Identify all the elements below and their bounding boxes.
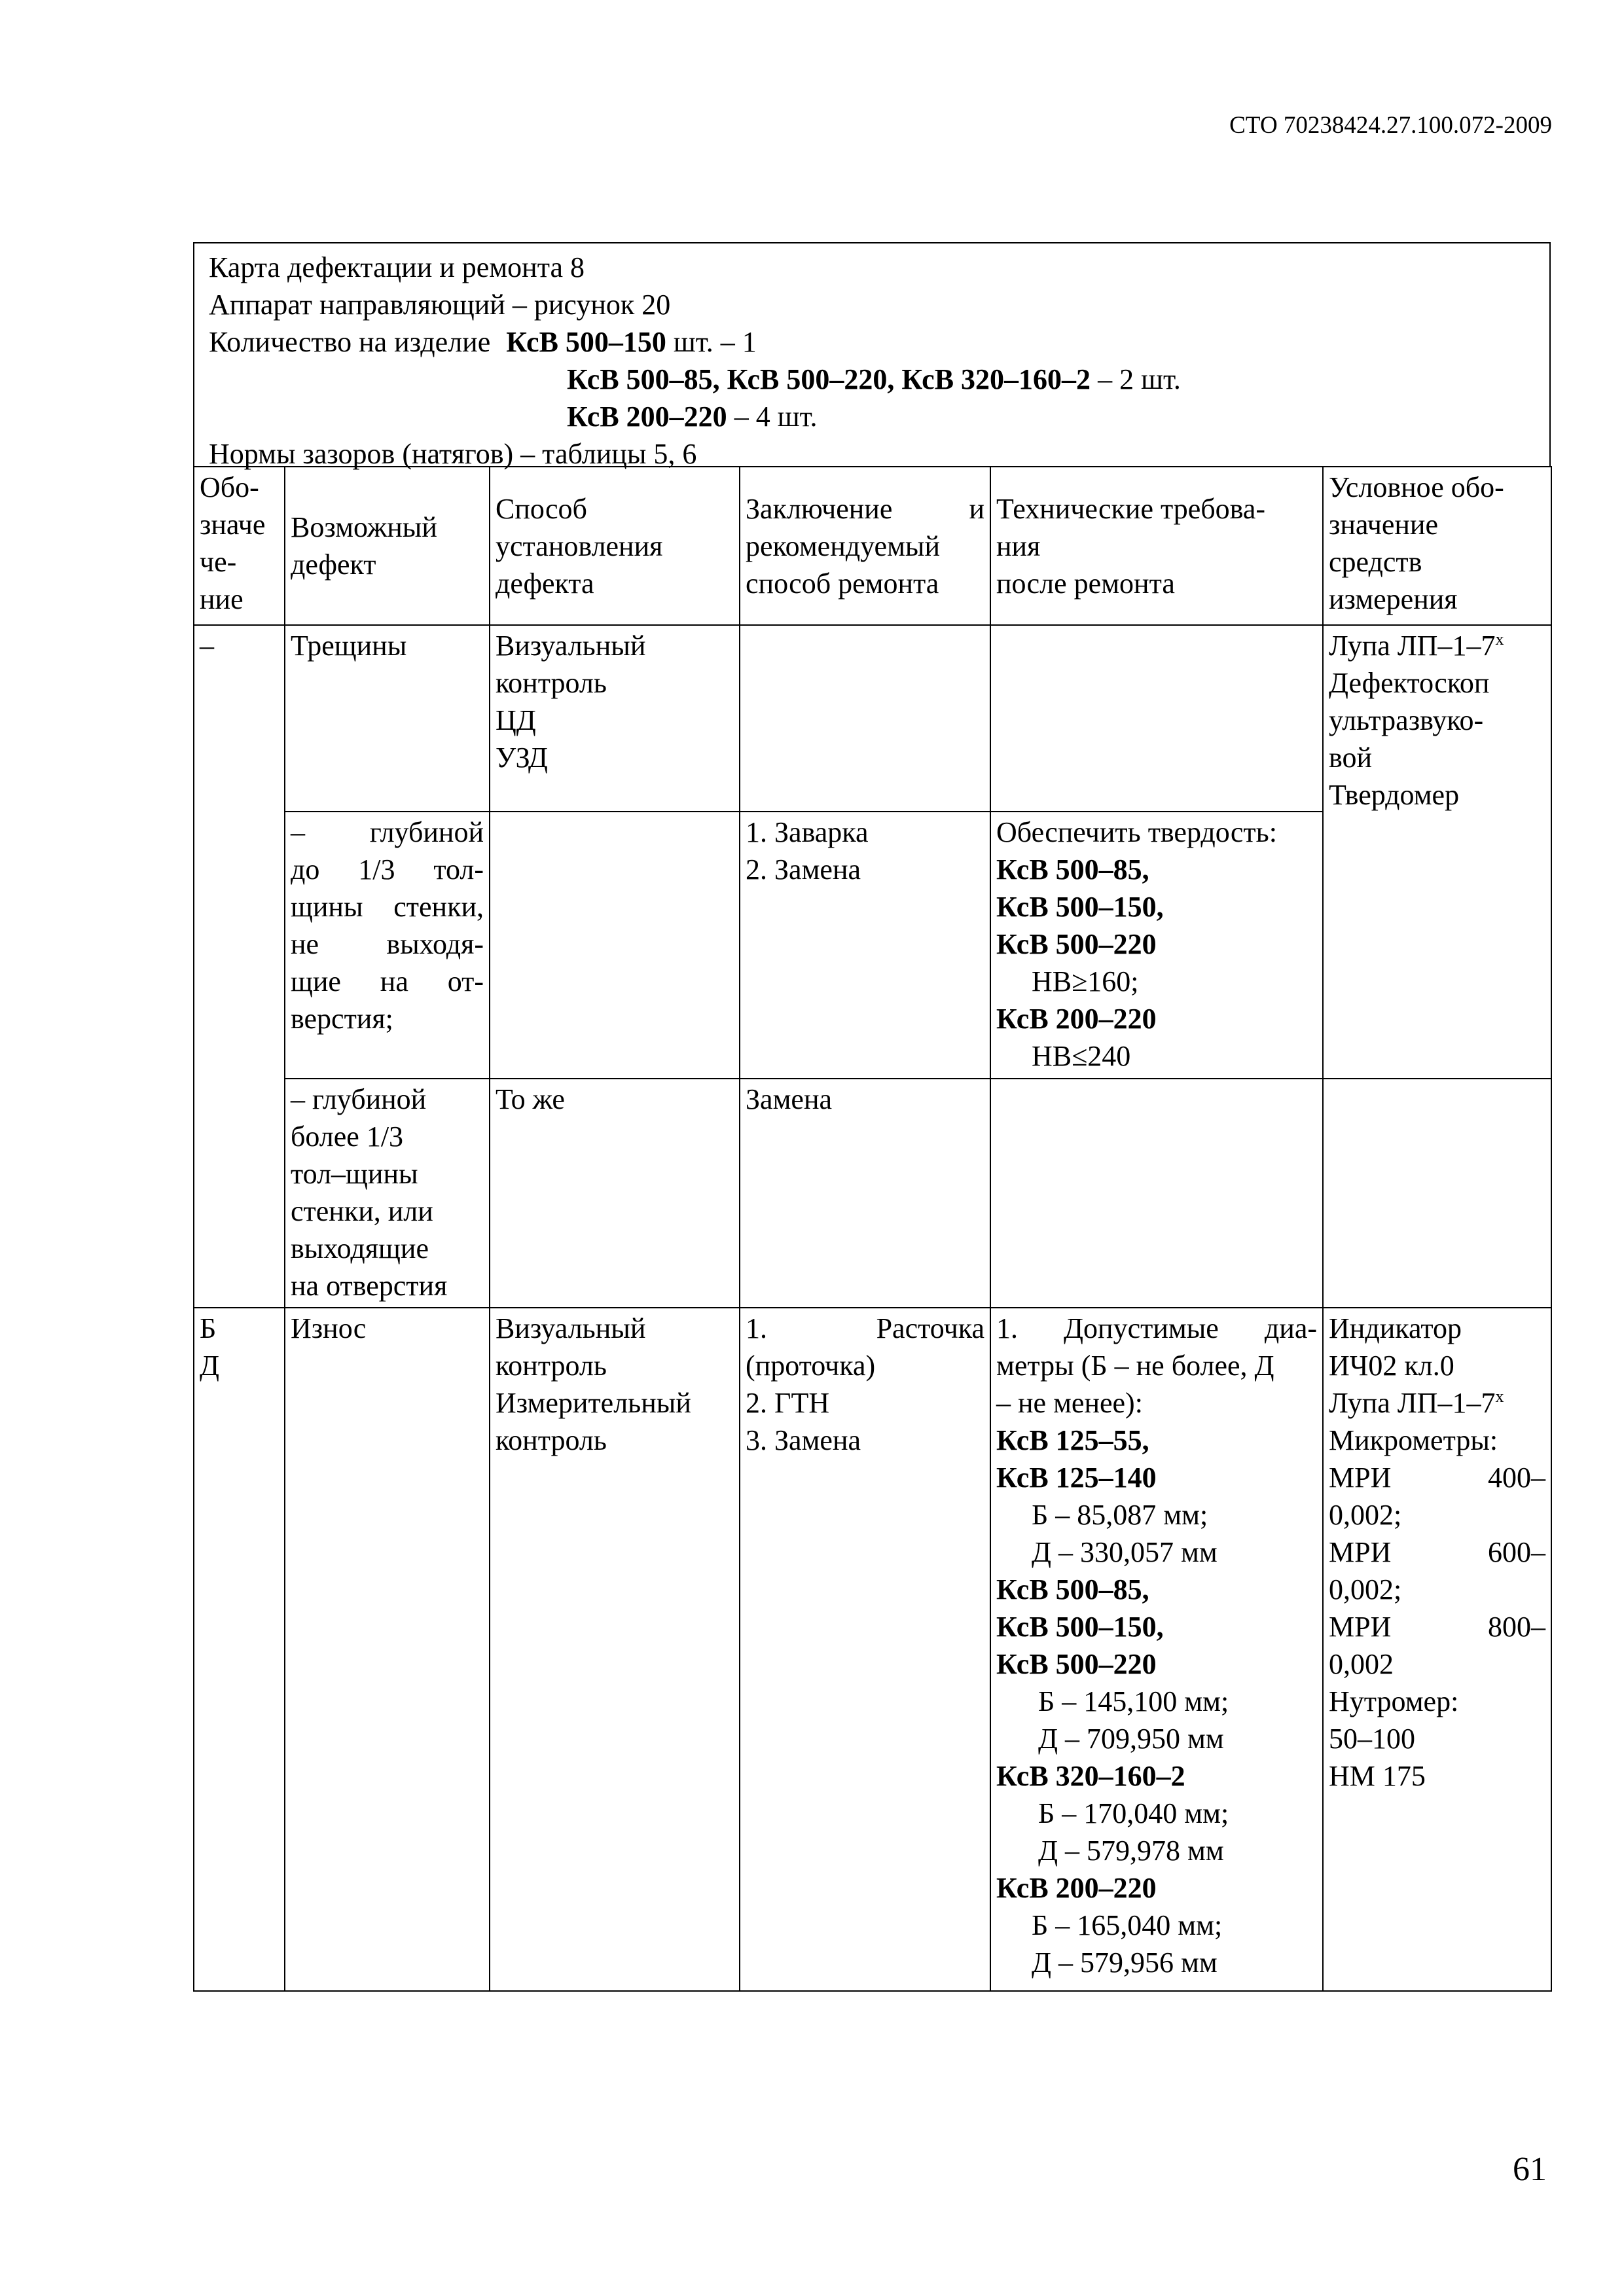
cell-method-deep: То же (490, 1079, 740, 1308)
header-code: СТО 70238424.27.100.072-2009 (1229, 112, 1552, 139)
col-header-repair: Заключение и рекомендуемый способ ремонта (740, 467, 990, 625)
col-header-tools: Условное обо- значение средств измерения (1323, 467, 1551, 625)
cell-repair-wear: 1. Расточка (проточка) 2. ГТН 3. Замена (740, 1308, 990, 1991)
table-row (194, 625, 1551, 812)
table-header-row (194, 467, 1551, 625)
defect-card (193, 242, 1551, 1992)
cell-method-wear: Визуальный контроль Измерительный контроль (490, 1308, 740, 1991)
col-header-defect: Возможный дефект (285, 467, 490, 625)
quantity-grade3: КсВ 200–220 (567, 401, 727, 433)
card-norms: Нормы зазоров (натягов) – таблицы 5, 6 (209, 438, 697, 470)
page-number: 61 (1513, 2151, 1547, 2188)
table-row (194, 1079, 1551, 1308)
card-apparatus: Аппарат направляющий – рисунок 20 (209, 289, 671, 321)
cell-requirements-cracks (990, 625, 1323, 812)
card-info (193, 242, 1551, 470)
quantity-count2: – 2 шт. (1091, 363, 1181, 395)
cell-method-cracks: Визуальный контроль ЦД УЗД (490, 625, 740, 812)
cell-repair-deep: Замена (740, 1079, 990, 1308)
quantity-label: Количество на изделие (209, 326, 491, 358)
cell-repair-shallow: 1. Заварка 2. Замена (740, 812, 990, 1079)
cell-defect-wear: Износ (285, 1308, 490, 1991)
cell-requirements-shallow: Обеспечить твердость: КсВ 500–85, КсВ 500–150, КсВ 500–220 НВ≥160; КсВ 200–220 НВ≤240 (990, 812, 1323, 1079)
cell-defect-shallow: – глубиной до 1/3 тол- щины стенки, не выходя- щие на от- верстия; (285, 812, 490, 1079)
cell-requirements-deep (990, 1079, 1323, 1308)
cell-method-shallow (490, 812, 740, 1079)
col-header-method: Способ установления дефекта (490, 467, 740, 625)
cell-defect-cracks: Трещины (285, 625, 490, 812)
col-header-requirements: Технические требова- ния после ремонта (990, 467, 1323, 625)
card-quantity-line3 (209, 398, 1540, 435)
cell-designation-wear: Б Д (194, 1308, 285, 1991)
cell-requirements-wear: 1. Допустимые диа- метры (Б – не более, Д – не менее): КсВ 125–55, КсВ 125–140 Б – 85,087 мм; Д – 330,057 мм КсВ 500–85, КсВ 500–150, КсВ 500–220 Б – 145,100 мм; Д – 709,950 мм КсВ 320–160–2 Б – 170,040 мм; Д – 579,978 мм КсВ 200–220 Б – 165,040 мм; Д – 579,956 мм (990, 1308, 1323, 1991)
col-header-designation: Обо- значе че- ние (194, 467, 285, 625)
card-title: Карта дефектации и ремонта 8 (209, 251, 585, 283)
card-quantity-line1 (209, 323, 1540, 361)
quantity-count1: шт. – 1 (666, 326, 757, 358)
quantity-grade2: КсВ 500–85, КсВ 500–220, КсВ 320–160–2 (567, 363, 1091, 395)
cell-repair-cracks (740, 625, 990, 812)
table-row (194, 1308, 1551, 1991)
cell-defect-deep: – глубиной более 1/3 тол–щины стенки, или выходящие на отверстия (285, 1079, 490, 1308)
defect-table (193, 466, 1552, 1992)
quantity-count3: – 4 шт. (727, 401, 818, 433)
card-quantity-line2 (209, 361, 1540, 398)
cell-tools-wear: Индикатор ИЧ02 кл.0 Лупа $ЛП-1-7^х$ Микрометры: МРИ 400– 0,002; МРИ 600– 0,002; МРИ 800– 0,002 Нутромер: 50–100 НМ 175 (1323, 1308, 1551, 1991)
quantity-grade1: КсВ 500–150 (506, 326, 666, 358)
cell-tools-deep (1323, 1079, 1551, 1308)
cell-designation-cracks: – (194, 625, 285, 1308)
cell-tools-cracks: Лупа $ЛП-1-7^х$ Дефектоскоп ультразвуко- вой Твердомер (1323, 625, 1551, 1079)
